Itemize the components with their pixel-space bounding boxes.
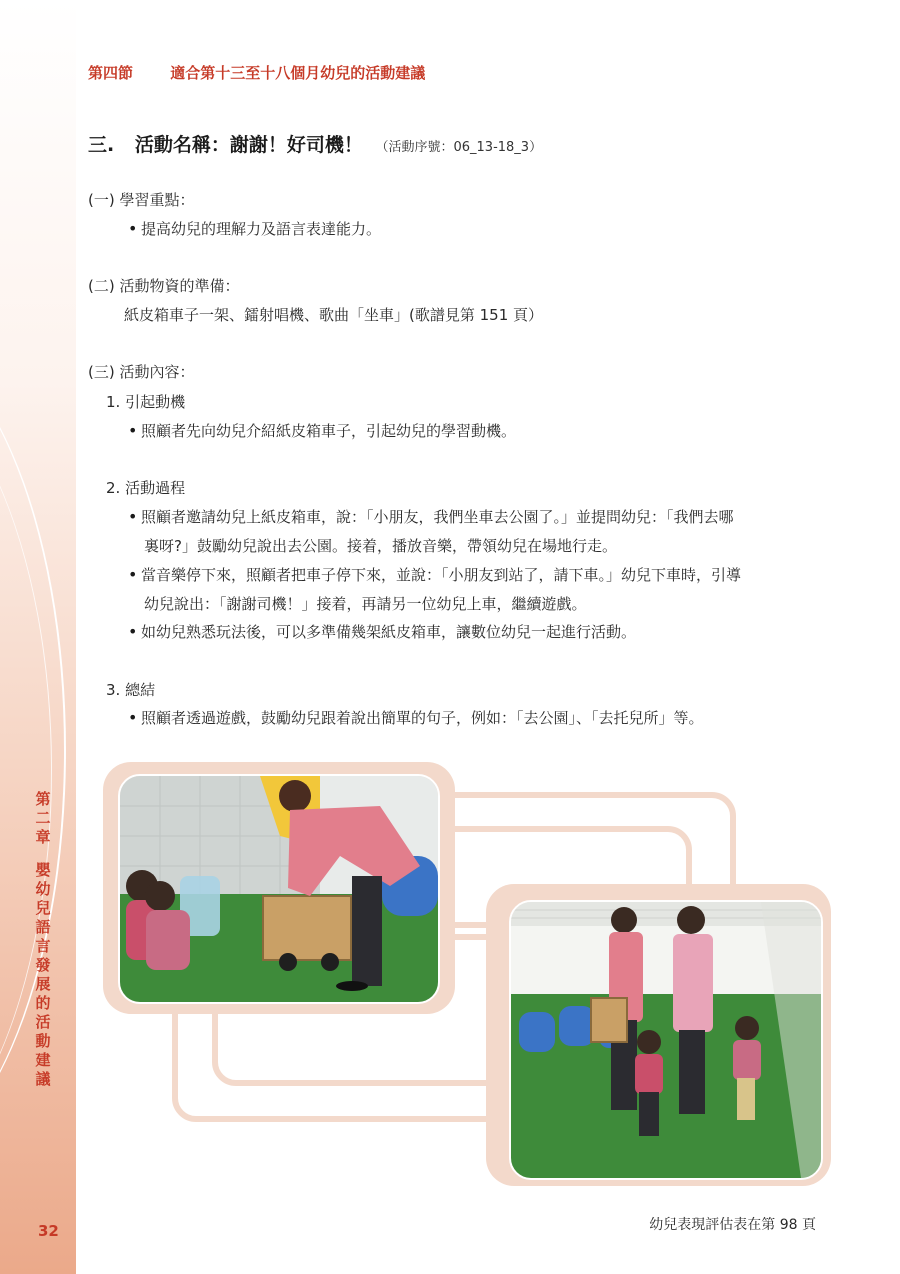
step-bullet: • 如幼兒熟悉玩法後，可以多準備幾架紙皮箱車，讓數位幼兒一起進行活動。 <box>128 622 636 642</box>
chapter-title-vertical: 第 二 章 嬰 幼 兒 語 言 發 展 的 活 動 建 議 <box>35 790 51 1088</box>
learning-focus-bullet: • 提高幼兒的理解力及語言表達能力。 <box>128 219 381 239</box>
content-heading: (三) 活動內容： <box>88 363 195 381</box>
step-title: 2. 活動過程 <box>106 479 186 497</box>
activity-title <box>88 130 542 157</box>
page-number: 32 <box>38 1222 59 1240</box>
materials-text: 紙皮箱車子一架、鐳射唱機、歌曲「坐車」(歌譜見第 151 頁） <box>124 306 544 324</box>
activity-photo-1 <box>118 774 440 1004</box>
section-header <box>88 62 425 83</box>
step-bullet-continuation: 幼兒說出：「謝謝司機！」接着，再請另一位幼兒上車，繼續遊戲。 <box>144 595 587 613</box>
photo-caregivers-walking-children <box>511 902 821 1178</box>
activity-number: 三. <box>88 134 115 156</box>
section-number: 第四節 <box>88 64 134 82</box>
step-bullet: • 照顧者先向幼兒介紹紙皮箱車子，引起幼兒的學習動機。 <box>128 421 516 441</box>
step-bullet: • 照顧者透過遊戲，鼓勵幼兒跟着說出簡單的句子，例如：「去公園」、「去托兒所」等。 <box>128 708 704 728</box>
step-title: 3. 總結 <box>106 681 156 699</box>
assessment-reference-note: 幼兒表現評估表在第 98 頁 <box>649 1217 816 1233</box>
step-title: 1. 引起動機 <box>106 393 186 411</box>
activity-serial: （活動序號：06_13-18_3） <box>375 140 543 155</box>
learning-focus-heading: (一) 學習重點： <box>88 191 195 209</box>
photo-caregiver-pushing-box-car <box>120 776 438 1002</box>
section-title: 適合第十三至十八個月幼兒的活動建議 <box>170 64 426 82</box>
step-bullet-continuation: 裏呀?」鼓勵幼兒說出去公園。接着，播放音樂，帶領幼兒在場地行走。 <box>144 537 617 555</box>
step-bullet: • 照顧者邀請幼兒上紙皮箱車，說：「小朋友，我們坐車去公園了。」並提問幼兒：「我們去哪 <box>128 507 734 527</box>
activity-photo-2 <box>509 900 823 1180</box>
activity-name: 活動名稱：謝謝！好司機！ <box>134 134 363 156</box>
materials-heading: (二) 活動物資的準備： <box>88 277 240 295</box>
step-bullet: • 當音樂停下來，照顧者把車子停下來，並說：「小朋友到站了，請下車。」幼兒下車時，引導 <box>128 565 741 585</box>
